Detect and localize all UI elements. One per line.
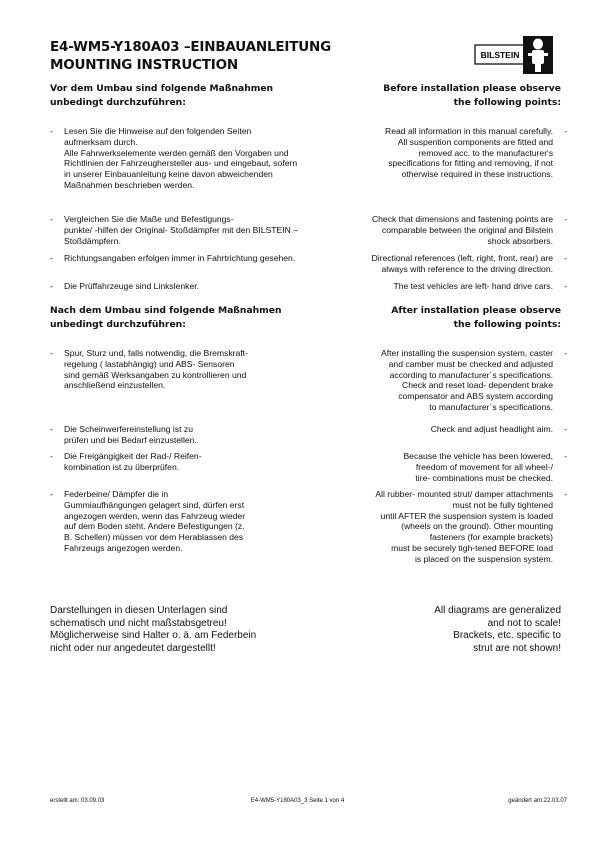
svg-text:BILSTEIN: BILSTEIN xyxy=(480,50,520,60)
list-item: Check that dimensions and fastening points are comparable between the original and Bilstein shock absorbers. - xyxy=(371,214,567,246)
after-list-en xyxy=(317,348,567,565)
diagram-note-en: All diagrams are generalized and not to scale! Brackets, etc. specific to strut are not shown! xyxy=(434,605,561,654)
bilstein-logo xyxy=(474,36,554,74)
list-item: Read all information in this manual carefully. All suspention components are fitted and removed acc. to the manufacturer's specifications for fitting and removing, if not otherwise required in these instructions. - xyxy=(385,126,567,180)
bilstein-logo-graphic xyxy=(474,36,554,74)
footer-changed: geändert am:22.03.07 xyxy=(508,798,567,804)
after-heading-en: After installation please observe the following points: xyxy=(391,305,561,330)
before-list-de xyxy=(50,126,300,292)
after-list-de xyxy=(50,348,300,554)
list-item: Check and adjust headlight aim. - xyxy=(430,424,567,434)
title-line-2: MOUNTING INSTRUCTION xyxy=(50,57,239,73)
list-item: - Die Scheinwerfereinstellung ist zu prüfen und bei Bedarf einzustellen. xyxy=(50,424,197,445)
list-item: Directional references (left, right, front, rear) are always with reference to the driving direction. - xyxy=(371,253,567,274)
list-item: - Die Freigängigkeit der Rad-/ Reifen- kombination ist zu überprüfen. xyxy=(50,451,202,472)
after-heading-de: Nach dem Umbau sind folgende Maßnahmen unbedingt durchzuführen: xyxy=(50,305,282,330)
diagram-note-de: Darstellungen in diesen Unterlagen sind schematisch und nicht maßstabsgetreu! Möglicherweise sind Halter o. ä. am Federbein nicht oder nur angedeutet dargestellt! xyxy=(50,605,257,654)
title-line-1: E4-WM5-Y180A03 –EINBAUANLEITUNG xyxy=(50,39,331,55)
document-title xyxy=(50,38,331,74)
footer-page: E4-WM5-Y180A03_3 Seite 1 von 4 xyxy=(250,798,345,804)
list-item: - Vergleichen Sie die Maße und Befestigungs- punkte/ -hilfen der Original- Stoßdämpfer mit den BILSTEIN – Stoßdämpfern. xyxy=(50,214,299,246)
list-item: - Lesen Sie die Hinweise auf den folgenden Seiten aufmerksam durch. Alle Fahrwerkselemente werden gemäß den Vorgaben und Richtlinien der Fahrzeughersteller aus- und eingebaut, sofern in unserer Einbauanleitung keine davon abweichenden Maßnahmen beschrieben werden. xyxy=(50,126,298,190)
list-item: The test vehicles are left- hand drive cars. - xyxy=(393,281,567,291)
before-list-en xyxy=(317,126,567,292)
list-item: - Federbeine/ Dämpfer die in Gummiaufhängungen gelagert sind, dürfen erst angezogen werden, wenn das Fahrzeug wieder auf dem Boden steht. Andere Befestigungen (z. B. Schellen) müssen vor dem Herablassen des Fahrzeugs angezogen werden. xyxy=(50,489,246,553)
list-item: - Richtungsangaben erfolgen immer in Fahrtrichtung gesehen. xyxy=(50,253,296,263)
list-item: All rubber- mounted strut/ damper attachments must not be fully tightened until AFTER the suspension system is loaded (wheels on the ground). Other mounting fasteners (for example brackets) must be securely tigh-tened BEFORE load is placed on the suspension system. - xyxy=(375,489,567,564)
list-item: After installing the suspension system, caster and camber must be checked and adjusted according to manufacturer´s specifications. Check and reset load- dependent brake compensator and ABS system according to manufacturer´s specifications. - xyxy=(381,348,567,412)
list-item: - Die Prüffahrzeuge sind Linkslenker. xyxy=(50,281,200,291)
before-heading-en: Before installation please observe the following points: xyxy=(383,83,561,108)
before-heading-de: Vor dem Umbau sind folgende Maßnahmen unbedingt durchzuführen: xyxy=(50,83,274,108)
list-item: - Spur, Sturz und, falls notwendig, die Bremskraft- regelung ( lastabhängig) und ABS- Sensoren sind gemäß Werksangaben zu kontrollieren und anschließend einzustellen. xyxy=(50,348,248,391)
footer-created: erstellt am: 03.09.03 xyxy=(50,798,105,804)
list-item: Because the vehicle has been lowered, freedom of movement for all wheel-/ tire- combinations must be checked. - xyxy=(403,451,567,483)
